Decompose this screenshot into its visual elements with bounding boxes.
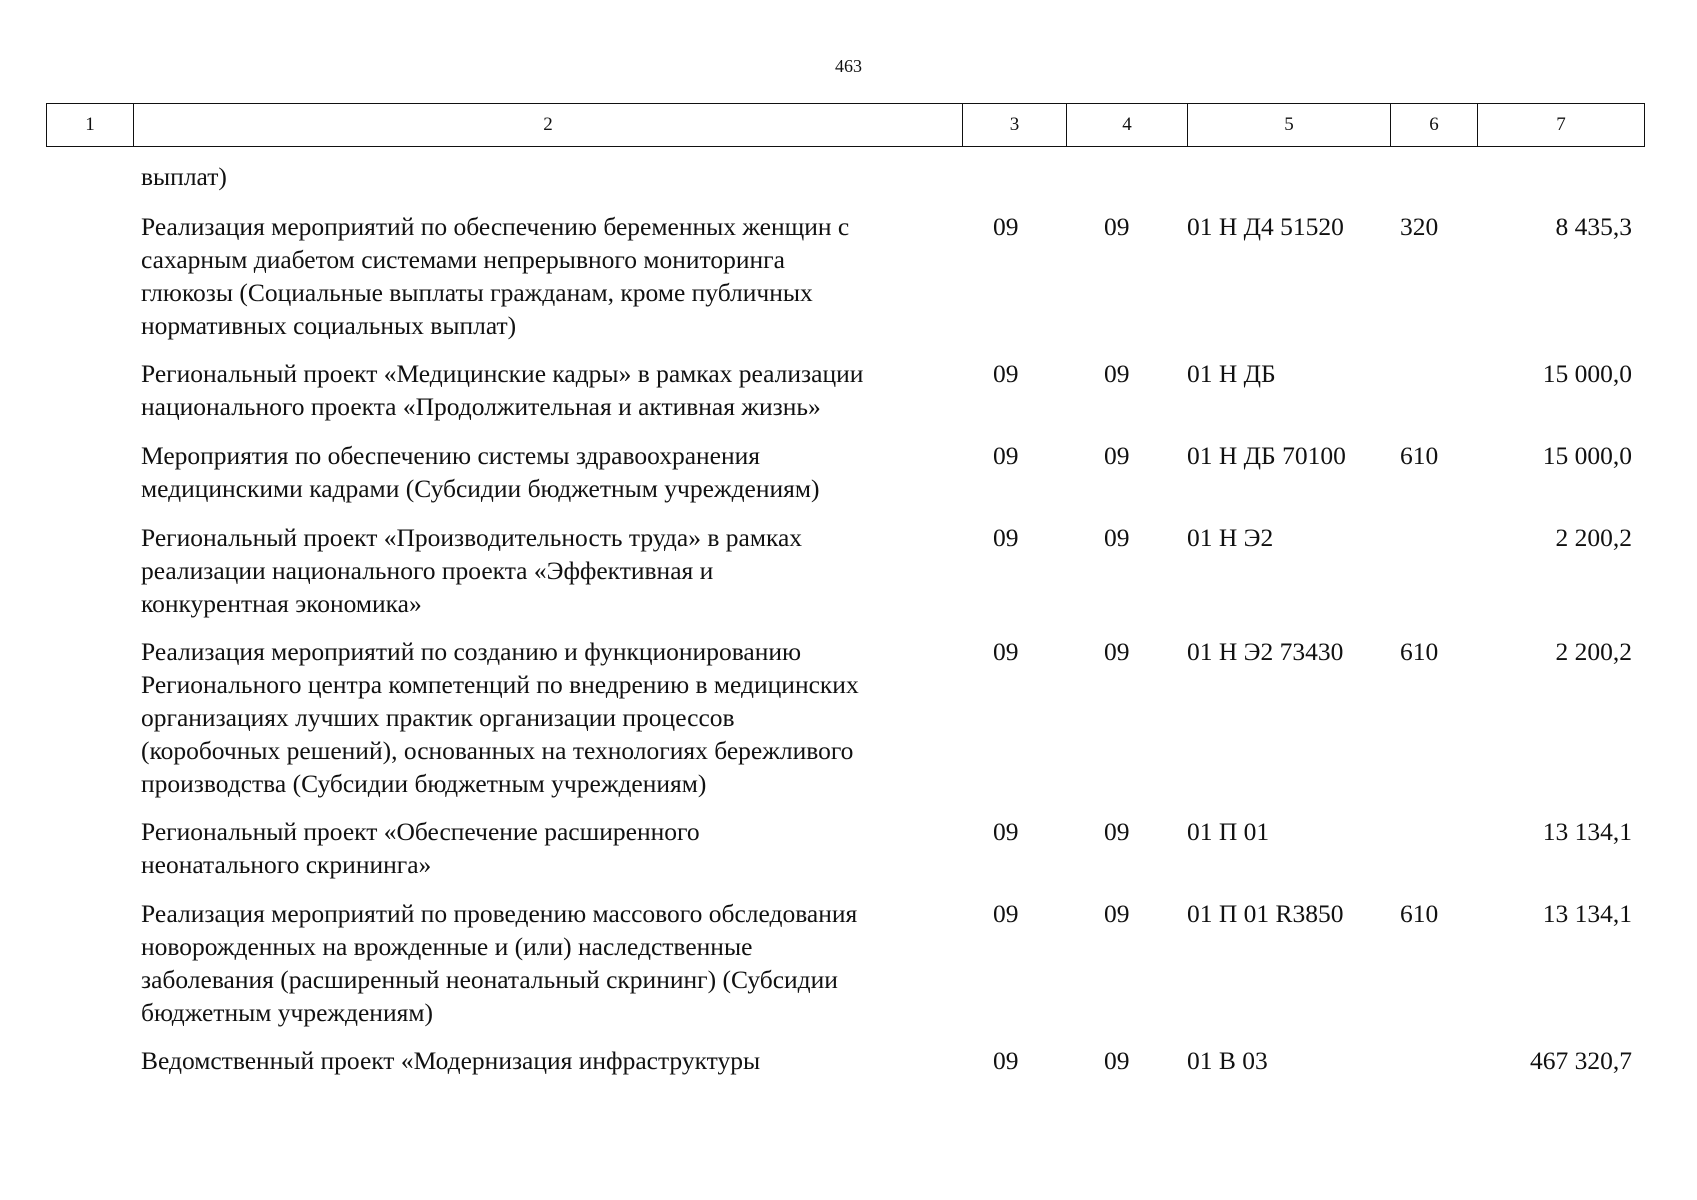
description-line: (коробочных решений), основанных на технологиях бережливого	[141, 736, 854, 765]
section-code: 09	[993, 523, 1019, 552]
description-line: глюкозы (Социальные выплаты гражданам, кроме публичных	[141, 278, 813, 307]
section-code: 09	[993, 1046, 1019, 1075]
description-line: Реализация мероприятий по проведению массового обследования	[141, 899, 858, 928]
subsection-code: 09	[1104, 359, 1130, 388]
target-article-code: 01 Н ДБ 70100	[1187, 441, 1346, 470]
row-description	[141, 635, 956, 800]
column-number-2: 2	[134, 104, 963, 147]
description-line: бюджетным учреждениям)	[141, 998, 433, 1027]
column-number-6: 6	[1391, 104, 1478, 147]
description-line: Мероприятия по обеспечению системы здравоохранения	[141, 441, 761, 470]
section-code: 09	[993, 817, 1019, 846]
description-line: производства (Субсидии бюджетным учреждениям)	[141, 769, 707, 798]
subsection-code: 09	[1104, 817, 1130, 846]
description-line: Региональный проект «Медицинские кадры» в рамках реализации	[141, 359, 864, 388]
column-number-5: 5	[1188, 104, 1391, 147]
description-line: Реализация мероприятий по созданию и функционированию	[141, 637, 802, 666]
target-article-code: 01 Н ДБ	[1187, 359, 1276, 388]
amount: 13 134,1	[1542, 899, 1632, 928]
description-line: нормативных социальных выплат)	[141, 311, 517, 340]
expense-type-code: 610	[1400, 899, 1439, 928]
target-article-code: 01 П 01	[1187, 817, 1270, 846]
subsection-code: 09	[1104, 523, 1130, 552]
row-description	[141, 1044, 956, 1077]
description-line: медицинскими кадрами (Субсидии бюджетным учреждениям)	[141, 474, 820, 503]
amount: 2 200,2	[1555, 523, 1632, 552]
target-article-code: 01 Н Э2	[1187, 523, 1274, 552]
target-article-code: 01 Н Э2 73430	[1187, 637, 1344, 666]
description-line: Реализация мероприятий по обеспечению беременных женщин с	[141, 212, 850, 241]
subsection-code: 09	[1104, 212, 1130, 241]
row-description	[141, 815, 956, 881]
section-code: 09	[993, 899, 1019, 928]
column-number-header	[46, 103, 1645, 147]
section-code: 09	[993, 637, 1019, 666]
section-code: 09	[993, 212, 1019, 241]
description-line: сахарным диабетом системами непрерывного мониторинга	[141, 245, 785, 274]
subsection-code: 09	[1104, 899, 1130, 928]
description-line: Ведомственный проект «Модернизация инфраструктуры	[141, 1046, 761, 1075]
amount: 2 200,2	[1555, 637, 1632, 666]
amount: 467 320,7	[1530, 1046, 1632, 1075]
row-description	[141, 439, 956, 505]
description-line: Региональный проект «Производительность труда» в рамках	[141, 523, 803, 552]
section-code: 09	[993, 359, 1019, 388]
column-number-3: 3	[963, 104, 1067, 147]
description-line: Регионального центра компетенций по внедрению в медицинских	[141, 670, 859, 699]
description-line: выплат)	[141, 162, 227, 191]
column-number-7: 7	[1478, 104, 1645, 147]
subsection-code: 09	[1104, 441, 1130, 470]
description-line: национального проекта «Продолжительная и активная жизнь»	[141, 392, 821, 421]
column-number-4: 4	[1067, 104, 1188, 147]
description-line: реализации национального проекта «Эффективная и	[141, 556, 714, 585]
expense-type-code: 610	[1400, 637, 1439, 666]
row-description	[141, 357, 956, 423]
target-article-code: 01 Н Д4 51520	[1187, 212, 1344, 241]
description-line: заболевания (расширенный неонатальный скрининг) (Субсидии	[141, 965, 838, 994]
target-article-code: 01 В 03	[1187, 1046, 1268, 1075]
amount: 13 134,1	[1542, 817, 1632, 846]
subsection-code: 09	[1104, 637, 1130, 666]
row-description	[141, 897, 956, 1029]
description-line: Региональный проект «Обеспечение расширенного	[141, 817, 700, 846]
expense-type-code: 610	[1400, 441, 1439, 470]
page-number: 463	[835, 56, 862, 76]
expense-type-code: 320	[1400, 212, 1439, 241]
description-line: неонатального скрининга»	[141, 850, 432, 879]
subsection-code: 09	[1104, 1046, 1130, 1075]
column-number-1: 1	[47, 104, 134, 147]
description-line: организациях лучших практик организации процессов	[141, 703, 735, 732]
amount: 8 435,3	[1555, 212, 1632, 241]
description-line: конкурентная экономика»	[141, 589, 422, 618]
row-description	[141, 210, 956, 342]
row-description	[141, 160, 956, 193]
row-description	[141, 521, 956, 620]
description-line: новорожденных на врожденные и (или) наследственные	[141, 932, 753, 961]
section-code: 09	[993, 441, 1019, 470]
amount: 15 000,0	[1542, 359, 1632, 388]
amount: 15 000,0	[1542, 441, 1632, 470]
target-article-code: 01 П 01 R3850	[1187, 899, 1344, 928]
